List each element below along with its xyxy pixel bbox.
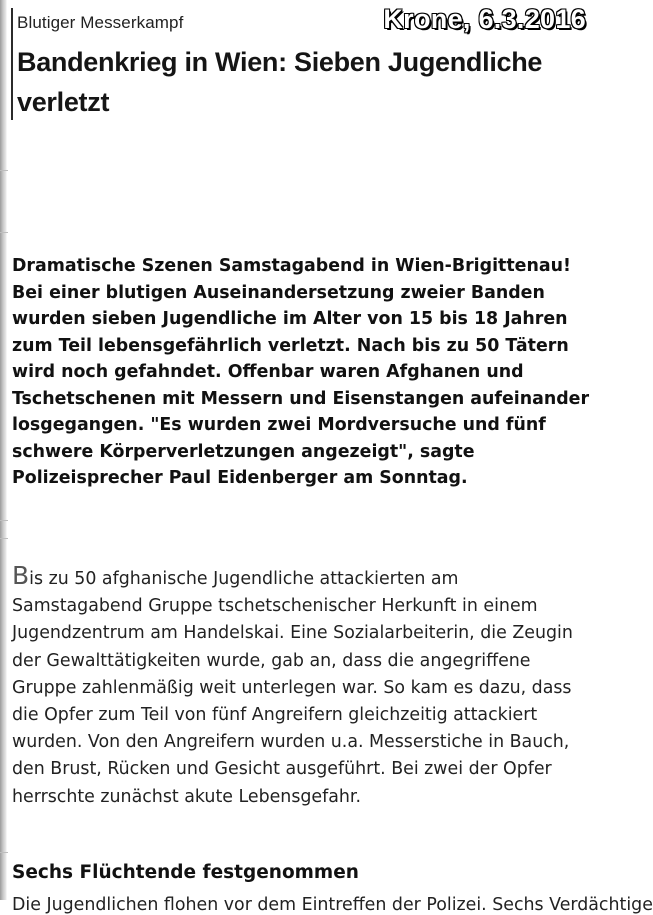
edge-tick [0, 232, 8, 233]
edge-tick [0, 170, 8, 171]
article-cutoff-text: Die Jugendlichen flohen vor dem Eintreffen der Polizei. Sechs Verdächtige [12, 895, 653, 915]
article-cutoff-line [12, 893, 653, 915]
article-body [12, 561, 592, 811]
article-subheading: Sechs Flüchtende festgenommen [12, 862, 359, 883]
drop-cap: B [12, 561, 30, 590]
header-accent-rule [11, 8, 13, 120]
article-kicker: Blutiger Messerkampf [17, 13, 184, 32]
edge-tick [0, 852, 8, 853]
article-lead: Dramatische Szenen Samstagabend in Wien-Brigittenau! Bei einer blutigen Auseinandersetzung zweier Banden wurden sieben Jugendliche im Alter von 15 bis 18 Jahren zum Teil lebensgefährlich verletzt. Nach bis zu 50 Tätern wird noch gefahndet. Offenbar waren Afghanen und Tschetschenen mit Messern und Eisenstangen aufeinander losgegangen. "Es wurden zwei Mordversuche und fünf schwere Körperverletzungen angezeigt", sagte Polizeisprecher Paul Eidenberger am Sonntag. [12, 256, 590, 488]
edge-tick [0, 538, 8, 539]
page-left-edge [0, 0, 7, 900]
edge-tick [0, 520, 8, 521]
source-date-stamp: Krone, 6.3.2016 [383, 4, 586, 34]
article-body-text: is zu 50 afghanische Jugendliche attackierten am Samstagabend Gruppe tschetschenischer Herkunft in einem Jugendzentrum am Handelskai. Eine Sozialarbeiterin, die Zeugin der Gewalttätigkeiten wurde, gab an, dass die angegriffene Gruppe zahlenmäßig weit unterlegen war. So kam es dazu, dass die Opfer zum Teil von fünf Angreifern gleichzeitig attackiert wurden. Von den Angreifern wurden u.a. Messerstiche in Bauch, den Brust, Rücken und Gesicht ausgeführt. Bei zwei der Opfer herrschte zunächst akute Lebensgefahr. [12, 569, 573, 807]
article-headline: Bandenkrieg in Wien: Sieben Jugendliche verletzt [17, 47, 543, 117]
